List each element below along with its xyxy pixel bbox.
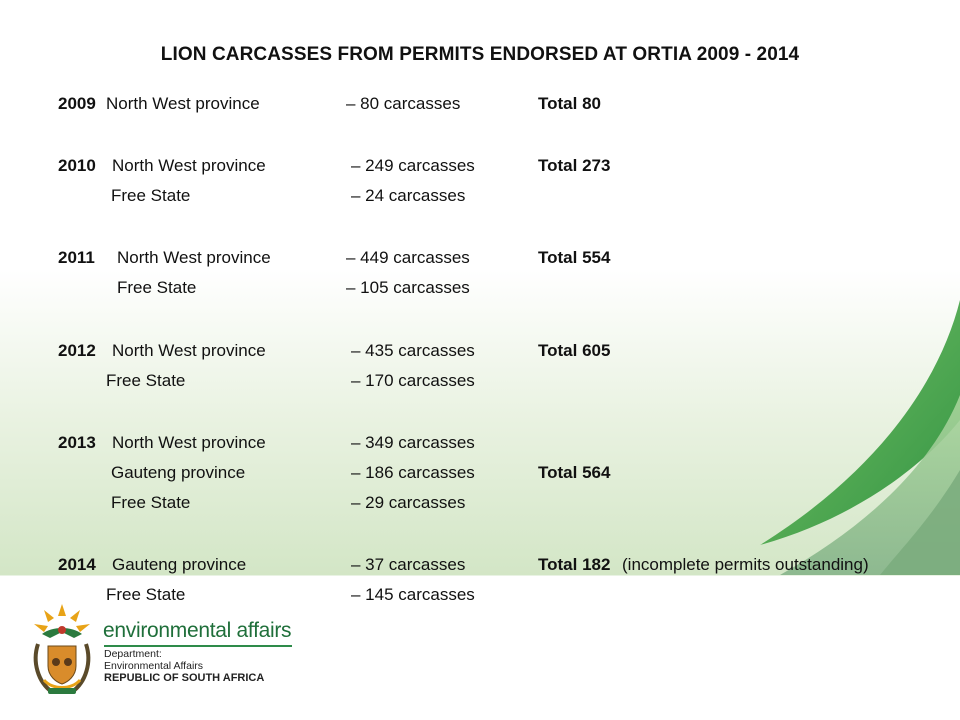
year-entry-row xyxy=(0,493,960,515)
year-label: 2011 xyxy=(58,248,95,267)
page-title: LION CARCASSES FROM PERMITS ENDORSED AT ORTIA 2009 - 2014 xyxy=(160,44,800,65)
carcass-count: – 29 carcasses xyxy=(351,493,466,512)
year-entry-row xyxy=(0,156,960,178)
carcass-count: – 449 carcasses xyxy=(346,248,470,267)
year-entry-row xyxy=(0,463,960,485)
province-name: North West province xyxy=(112,433,266,452)
carcass-count: – 80 carcasses xyxy=(346,94,461,113)
year-total: Total 605 xyxy=(538,341,611,360)
year-total: Total 273 xyxy=(538,156,611,175)
department-subtitle: Environmental Affairs xyxy=(104,660,204,672)
year-label: 2010 xyxy=(58,156,96,175)
country-name: REPUBLIC OF SOUTH AFRICA xyxy=(104,672,265,684)
carcass-count: – 435 carcasses xyxy=(351,341,475,360)
carcass-count: – 24 carcasses xyxy=(351,186,466,205)
year-entry-row xyxy=(0,585,960,607)
year-entry-row xyxy=(0,278,960,300)
year-entry-row xyxy=(0,186,960,208)
year-entry-row xyxy=(0,341,960,363)
year-entry-row xyxy=(0,433,960,455)
year-label: 2009 xyxy=(58,94,96,113)
carcass-count: – 186 carcasses xyxy=(351,463,475,482)
province-name: North West province xyxy=(117,248,271,267)
year-total: Total 564 xyxy=(538,463,611,482)
year-entry-row xyxy=(0,94,960,116)
department-title: environmental affairs xyxy=(103,619,292,642)
carcass-count: – 37 carcasses xyxy=(351,555,466,574)
department-divider xyxy=(104,645,292,647)
province-name: Free State xyxy=(106,585,186,604)
province-name: North West province xyxy=(112,156,266,175)
year-entry-row xyxy=(0,555,960,577)
year-entry-row xyxy=(0,371,960,393)
year-total: Total 80 xyxy=(538,94,601,113)
province-name: North West province xyxy=(106,94,260,113)
carcass-count: – 105 carcasses xyxy=(346,278,470,297)
coat-of-arms-logo xyxy=(22,600,102,700)
province-name: Gauteng province xyxy=(111,463,246,482)
province-name: Free State xyxy=(106,371,186,390)
province-name: Gauteng province xyxy=(112,555,247,574)
carcass-count: – 349 carcasses xyxy=(351,433,475,452)
province-name: Free State xyxy=(111,186,191,205)
total-note: (incomplete permits outstanding) xyxy=(622,555,869,574)
department-label: Department: xyxy=(104,648,162,660)
year-entry-row xyxy=(0,248,960,270)
carcass-count: – 145 carcasses xyxy=(351,585,475,604)
province-name: North West province xyxy=(112,341,266,360)
year-label: 2013 xyxy=(58,433,96,452)
province-name: Free State xyxy=(117,278,197,297)
carcass-count: – 249 carcasses xyxy=(351,156,475,175)
year-total: Total 554 xyxy=(538,248,611,267)
carcass-count: – 170 carcasses xyxy=(351,371,475,390)
year-label: 2012 xyxy=(58,341,96,360)
year-label: 2014 xyxy=(58,555,96,574)
province-name: Free State xyxy=(111,493,191,512)
year-total: Total 182 xyxy=(538,555,611,574)
